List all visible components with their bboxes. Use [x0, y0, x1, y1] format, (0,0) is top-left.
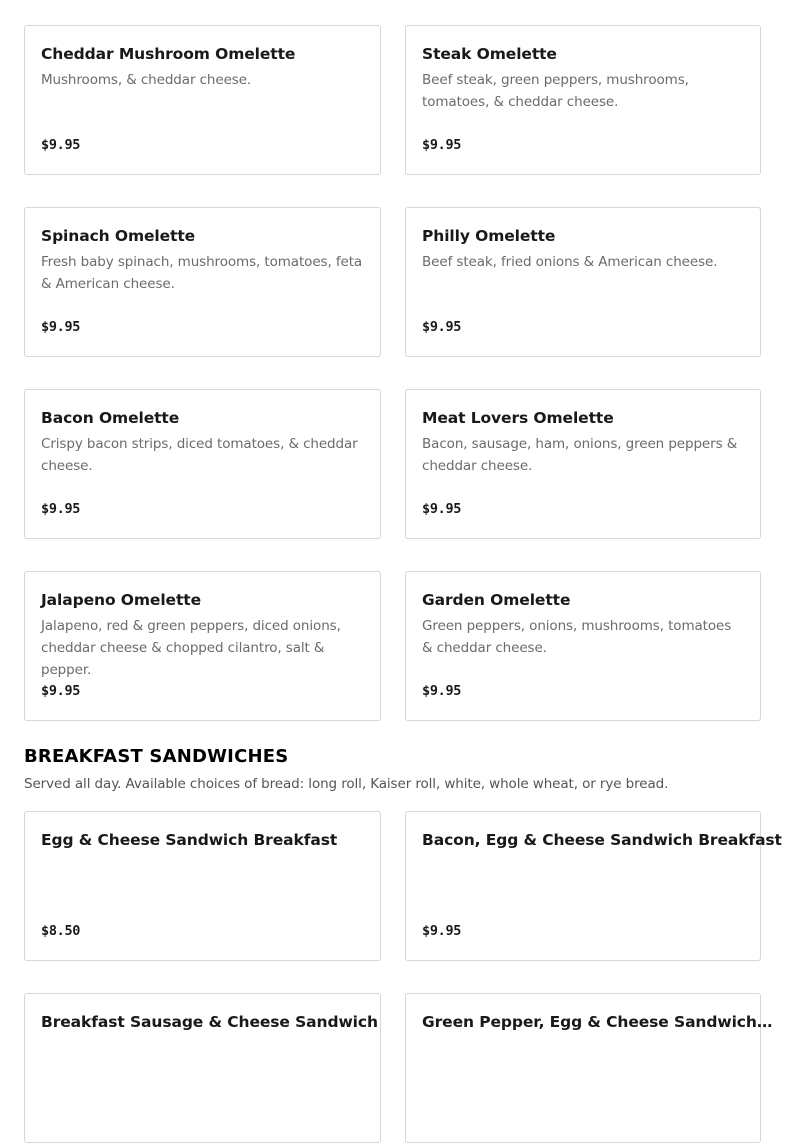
menu-item-name: Green Pepper, Egg & Cheese Sandwich… — [422, 1013, 773, 1031]
menu-item-name: Bacon Omelette — [41, 409, 180, 427]
menu-item-price: $9.95 — [422, 923, 462, 939]
menu-item-card[interactable] — [405, 389, 761, 539]
menu-item-name: Steak Omelette — [422, 45, 557, 63]
menu-item-card[interactable] — [405, 207, 761, 357]
menu-item-name: Garden Omelette — [422, 591, 571, 609]
menu-item-name: Spinach Omelette — [41, 227, 196, 245]
menu-item-card[interactable] — [405, 571, 761, 721]
menu-item-card[interactable] — [24, 25, 381, 175]
menu-item-description: Crispy bacon strips, diced tomatoes, & cheddar cheese. — [41, 436, 358, 474]
section-title: BREAKFAST SANDWICHES — [24, 746, 289, 767]
menu-item-card[interactable] — [405, 811, 782, 961]
menu-item-card[interactable] — [24, 389, 381, 539]
menu-item-price: $8.50 — [41, 923, 81, 939]
menu-item-price: $9.95 — [41, 501, 81, 517]
menu-item-price: $9.95 — [422, 501, 462, 517]
menu-item-card[interactable] — [24, 993, 381, 1143]
menu-item-name: Egg & Cheese Sandwich Breakfast — [41, 831, 338, 849]
menu-item-name: Meat Lovers Omelette — [422, 409, 614, 427]
menu-item-description: Beef steak, green peppers, mushrooms, tomatoes, & cheddar cheese. — [422, 72, 689, 110]
menu-item-description: Fresh baby spinach, mushrooms, tomatoes, feta & American cheese. — [41, 254, 363, 292]
menu-item-card[interactable] — [24, 811, 381, 961]
menu-item-price: $9.95 — [422, 137, 462, 153]
menu-item-price: $9.95 — [422, 683, 462, 699]
menu-item-price: $9.95 — [41, 319, 81, 335]
menu-item-description: Green peppers, onions, mushrooms, tomatoes & cheddar cheese. — [422, 618, 732, 656]
omelette-menu-grid — [24, 25, 761, 721]
menu-item-price: $9.95 — [41, 137, 81, 153]
menu-item-description: Mushrooms, & cheddar cheese. — [41, 72, 252, 88]
menu-item-name: Cheddar Mushroom Omelette — [41, 45, 296, 63]
section-description: Served all day. Available choices of bread: long roll, Kaiser roll, white, whole wheat, or rye bread. — [24, 776, 669, 792]
menu-item-price: $9.95 — [422, 319, 462, 335]
menu-item-price: $9.95 — [41, 683, 81, 699]
menu-item-description: Bacon, sausage, ham, onions, green peppers & cheddar cheese. — [422, 436, 738, 474]
menu-item-name: Bacon, Egg & Cheese Sandwich Breakfast — [422, 831, 782, 849]
menu-item-name: Breakfast Sausage & Cheese Sandwich — [41, 1013, 378, 1031]
menu-item-name: Jalapeno Omelette — [41, 591, 201, 609]
menu-item-card[interactable] — [24, 571, 381, 721]
menu-item-name: Philly Omelette — [422, 227, 556, 245]
menu-item-card[interactable] — [405, 25, 761, 175]
menu-item-card[interactable] — [24, 207, 381, 357]
menu-item-card[interactable] — [405, 993, 773, 1143]
breakfast-sandwiches-grid — [24, 811, 782, 1143]
menu-item-description: Beef steak, fried onions & American cheese. — [422, 254, 718, 270]
menu-item-description: Jalapeno, red & green peppers, diced onions, cheddar cheese & chopped cilantro, salt & pepper. — [41, 618, 341, 678]
